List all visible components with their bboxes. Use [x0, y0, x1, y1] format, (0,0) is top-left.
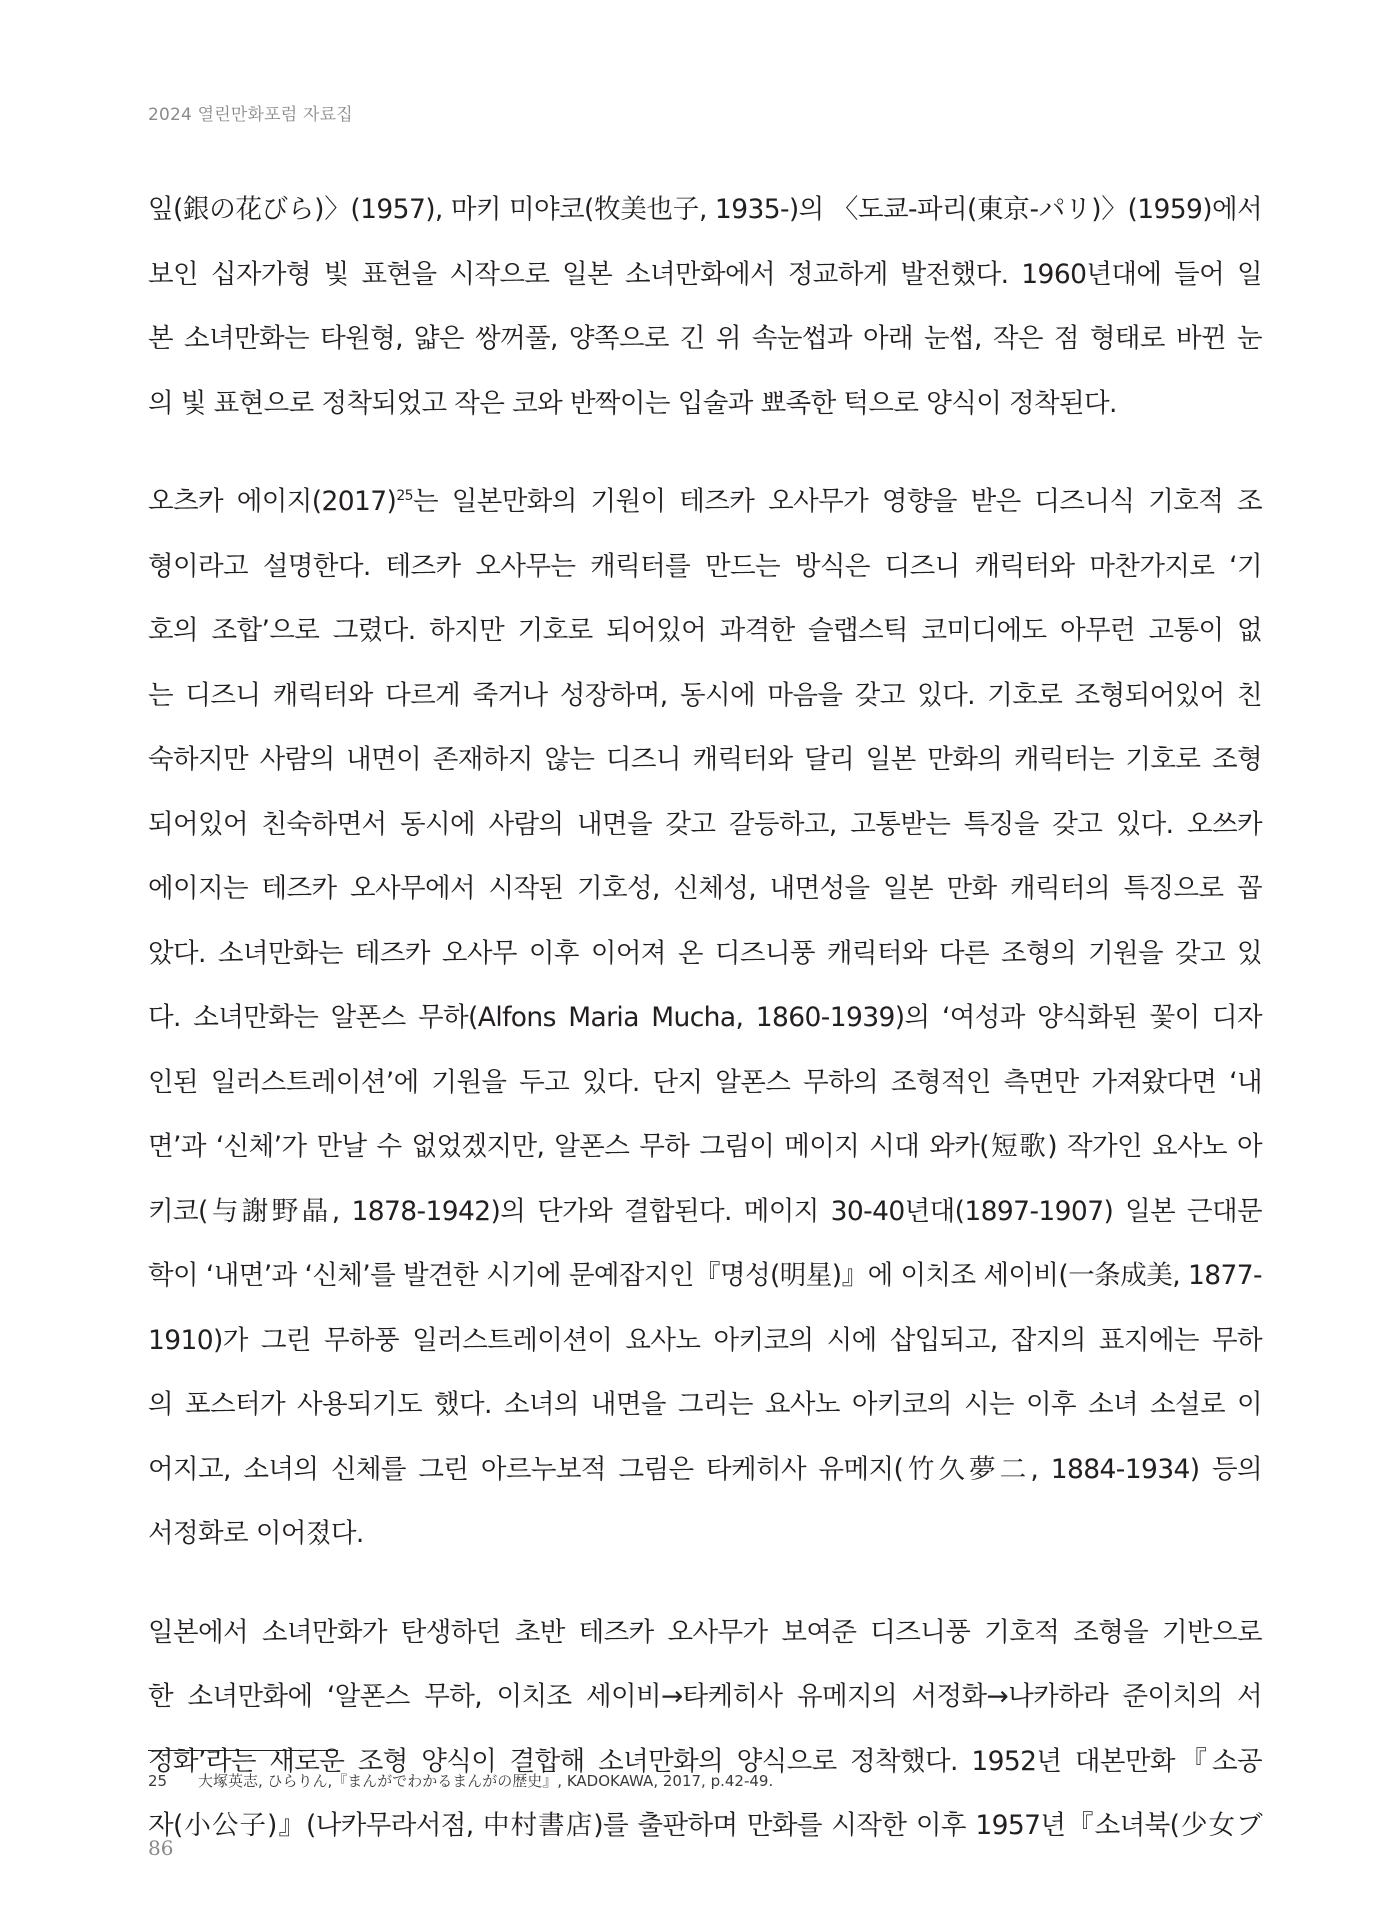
text-line: 정화’라는 새로운 조형 양식이 결합해 소녀만화의 양식으로 정착했다. 1952년 대본만화『소공: [148, 1745, 1262, 1777]
text-line: 다. 소녀만화는 알폰스 무하(Alfons Maria Mucha, 1860-1939)의 ‘여성과 양식화된 꽃이 디자: [148, 1002, 1262, 1033]
text-line: [148, 470, 1262, 535]
text-line: 1910)가 그린 무하풍 일러스트레이션이 요사노 아키코의 시에 삽입되고, 잡지의 표지에는 무하: [148, 1324, 1262, 1356]
text-line: 키코(与謝野晶, 1878-1942)의 단가와 결합된다. 메이지 30-40년대(1897-1907) 일본 근대문: [148, 1195, 1262, 1227]
text-segment: 오츠카 에이지(2017): [148, 486, 397, 517]
body-text: [148, 178, 1262, 1893]
text-line: 의 포스터가 사용되기도 했다. 소녀의 내면을 그리는 요사노 아키코의 시는 이후 소녀 소설로 이: [148, 1389, 1262, 1420]
text-line: 잎(銀の花びら)〉(1957), 마키 미야코(牧美也子, 1935-)의 〈도쿄-파리(東京-パリ)〉(1959)에서: [148, 194, 1262, 225]
text-line: 본 소녀만화는 타원형, 얇은 쌍꺼풀, 양쪽으로 긴 위 속눈썹과 아래 눈썹, 작은 점 형태로 바뀐 눈: [148, 323, 1262, 354]
text-line: 서정화로 이어졌다.: [148, 1518, 364, 1549]
running-header: 2024 열린만화포럼 자료집: [148, 105, 353, 125]
text-line: 되어있어 친숙하면서 동시에 사람의 내면을 갖고 갈등하고, 고통받는 특징을 갖고 있다. 오쓰카: [148, 808, 1262, 840]
text-line: 어지고, 소녀의 신체를 그린 아르누보적 그림은 타케히사 유메지(竹久夢二, 1884-1934) 등의: [148, 1453, 1262, 1485]
footnote-number: 25: [148, 1772, 168, 1790]
text-line: 의 빛 표현으로 정착되었고 작은 코와 반짝이는 입술과 뾰족한 턱으로 양식이 정착된다.: [148, 387, 1117, 419]
paragraph-2: [148, 470, 1262, 1567]
text-line: 에이지는 테즈카 오사무에서 시작된 기호성, 신체성, 내면성을 일본 만화 캐릭터의 특징으로 꼽: [148, 873, 1262, 904]
footnote-divider: [148, 1750, 338, 1751]
text-line: 형이라고 설명한다. 테즈카 오사무는 캐릭터를 만드는 방식은 디즈니 캐릭터와 마찬가지로 ‘기: [148, 550, 1262, 582]
text-line: 호의 조합’으로 그렸다. 하지만 기호로 되어있어 과격한 슬랩스틱 코미디에도 아무런 고통이 없: [148, 615, 1262, 646]
text-line: 한 소녀만화에 ‘알폰스 무하, 이치조 세이비→타케히사 유메지의 서정화→나카하라 준이치의 서: [148, 1681, 1262, 1712]
footnote: [148, 1770, 773, 1791]
paragraph-3: [148, 1601, 1262, 1859]
text-line: 자(小公子)』(나카무라서점, 中村書店)를 출판하며 만화를 시작한 이후 1957년『소녀북(少女ブ: [148, 1810, 1262, 1841]
text-line: 학이 ‘내면’과 ‘신체’를 발견한 시기에 문예잡지인『명성(明星)』에 이치조 세이비(一条成美, 1877-: [148, 1260, 1262, 1291]
footnote-ref[interactable]: 25: [396, 488, 413, 505]
text-segment: 는 일본만화의 기원이 테즈카 오사무가 영향을 받은 디즈니식 기호적 조: [412, 486, 1262, 517]
text-line: 일본에서 소녀만화가 탄생하던 초반 테즈카 오사무가 보여준 디즈니풍 기호적 조형을 기반으로: [148, 1616, 1262, 1648]
text-line: 는 디즈니 캐릭터와 다르게 죽거나 성장하며, 동시에 마음을 갖고 있다. 기호로 조형되어있어 친: [148, 679, 1262, 711]
footnote-text: 大塚英志, ひらりん,『まんがでわかるまんがの歴史』, KADOKAWA, 2017, p.42-49.: [198, 1772, 774, 1790]
text-line: 숙하지만 사람의 내면이 존재하지 않는 디즈니 캐릭터와 달리 일본 만화의 캐릭터는 기호로 조형: [148, 744, 1262, 775]
text-line: 았다. 소녀만화는 테즈카 오사무 이후 이어져 온 디즈니풍 캐릭터와 다른 조형의 기원을 갖고 있: [148, 937, 1262, 969]
paragraph-1: [148, 178, 1262, 436]
page-number: 86: [148, 1836, 174, 1860]
text-line: 보인 십자가형 빛 표현을 시작으로 일본 소녀만화에서 정교하게 발전했다. 1960년대에 들어 일: [148, 258, 1262, 290]
text-line: 인된 일러스트레이션’에 기원을 두고 있다. 단지 알폰스 무하의 조형적인 측면만 가져왔다면 ‘내: [148, 1066, 1262, 1098]
text-line: 면’과 ‘신체’가 만날 수 없었겠지만, 알폰스 무하 그림이 메이지 시대 와카(短歌) 작가인 요사노 아: [148, 1131, 1262, 1162]
